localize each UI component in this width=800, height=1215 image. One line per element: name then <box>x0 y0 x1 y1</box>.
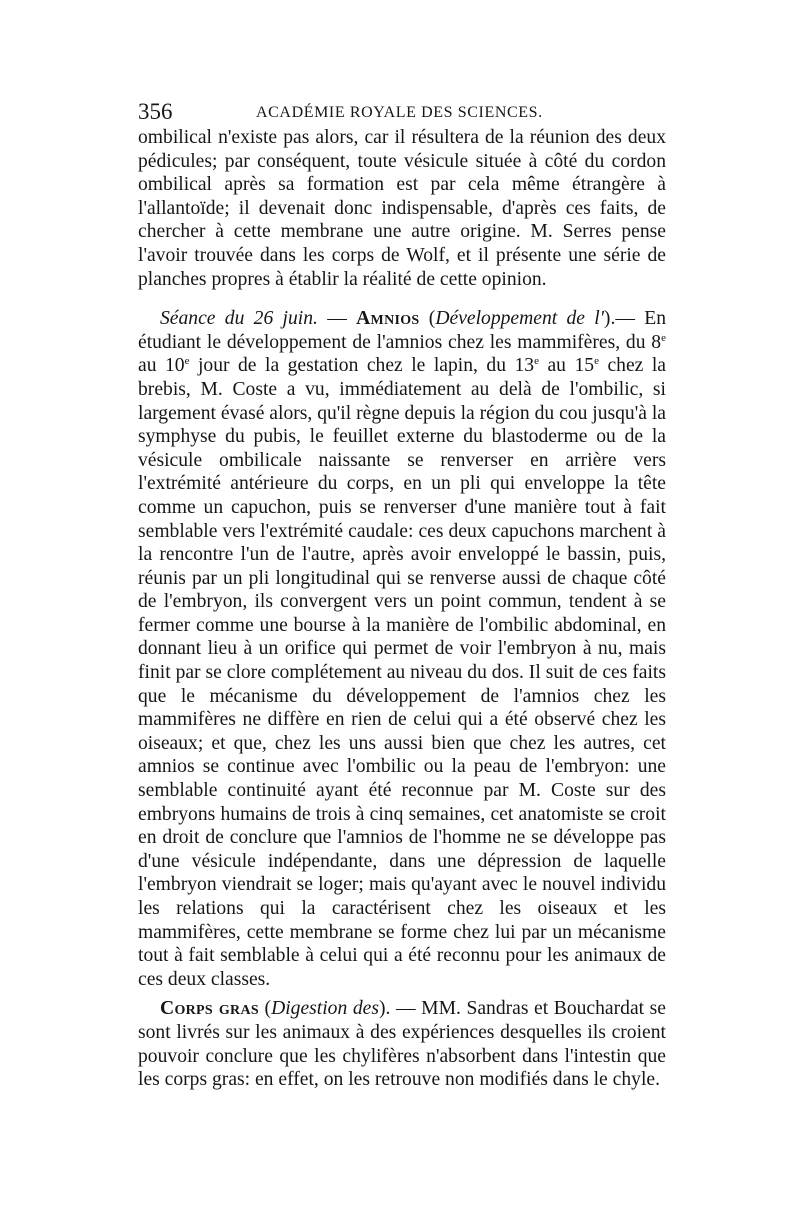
superscript: e <box>534 355 539 368</box>
paragraph-text: MM. Sandras et Bouchardat se sont livrés sur les animaux à des expériences desquelles ils croient pouvoir conclure que les chylifères n'absorbent dans l'intestin que les corps gras: en effet, on les retrouve non modifiés dans le chyle. <box>138 998 666 1091</box>
body-text <box>138 126 666 1092</box>
paragraph-gap <box>138 291 666 307</box>
paragraph-text: chez la brebis, M. Coste a vu, immédiatement au delà de l'ombilic, si largement évasé alors, qu'il règne depuis la région du cou jusqu'à la symphyse du pubis, le feuillet externe du blastoderme ou de la vésicule ombilicale naissante se renverser en arrière vers l'extrémité antérieure du corps, en un pli qui enveloppe la tête comme un capuchon, puis se renverser d'une manière tout à fait semblable vers l'extrémité caudale: ces deux capuchons marchent à la rencontre l'un de l'autre, après avoir enveloppé le bassin, puis, réunis par un pli longitudinal qui se renverse aussi de chaque côté de l'embryon, ils convergent vers un point commun, tendent à se fermer comme une bourse à la manière de l'ombilic abdominal, en donnant lieu à un orifice qui permet de voir l'embryon à nu, mais finit par se clore complétement au niveau du dos. Il suit de ces faits que le mécanisme du développement de l'amnios chez les mammifères ne diffère en rien de celui qui a été observé chez les oiseaux; et que, chez les uns aussi bien que chez les autres, cet amnios se continue avec l'ombilic ou la peau de l'embryon: une semblable continuité ayant été reconnue par M. Coste sur des embryons humains de trois à cinq semaines, cet anatomiste se croit en droit de conclure que l'amnios de l'homme ne se développe pas d'une vésicule indépendante, dans une dépression de laquelle l'embryon viendrait se loger; mais qu'ayant avec le nouvel individu les relations qui la caractérisent chez les oiseaux et les mammifères, cette membrane se forme chez lui par un mécanisme tout à fait semblable à celui qui a été reconnu pour les animaux de ces deux classes. <box>138 355 666 990</box>
paragraph-text: au 15 <box>539 355 595 377</box>
session-date: Séance du 26 juin. <box>160 308 318 330</box>
paragraph-text: jour de la gestation chez le lapin, du 13 <box>189 355 535 377</box>
running-head: ACADÉMIE ROYALE DES SCIENCES. <box>256 104 543 121</box>
topic-heading-amnios: Amnios <box>356 308 420 330</box>
paragraph-text: ombilical n'existe pas alors, car il résultera de la réunion des deux pédicules; par conséquent, toute vésicule située à côté du cordon ombilical après sa formation est par cela même étrangère à l'allantoïde; il devenait donc indispensable, d'après ces faits, de chercher à cette membrane une autre origine. M. Serres pense l'avoir trouvée dans les corps de Wolf, et il présente une série de planches propres à établir la réalité de cette opinion. <box>138 127 666 290</box>
page-number: 356 <box>138 99 173 124</box>
paren-open: ( <box>258 998 272 1020</box>
paren-close: ). — <box>378 998 422 1020</box>
superscript: e <box>184 355 190 368</box>
paragraph-text: En étudiant le développement de l'amnios chez les mammifères, du 8 <box>138 308 666 353</box>
paren-close: ).— <box>603 308 645 330</box>
page-header <box>138 98 668 126</box>
paren-open: ( <box>419 308 436 330</box>
topic-subheading: Digestion des <box>271 998 379 1020</box>
paragraph-amnios <box>138 307 666 991</box>
paragraph-corps-gras <box>138 997 666 1091</box>
topic-subheading: Développement de l' <box>435 308 604 330</box>
topic-heading-corps-gras: Corps gras <box>160 998 259 1020</box>
superscript: e <box>661 331 666 344</box>
superscript: e <box>594 355 599 368</box>
paragraph-text: au 10 <box>138 355 185 377</box>
paragraph-serres <box>138 126 666 291</box>
dash: — <box>317 308 357 330</box>
